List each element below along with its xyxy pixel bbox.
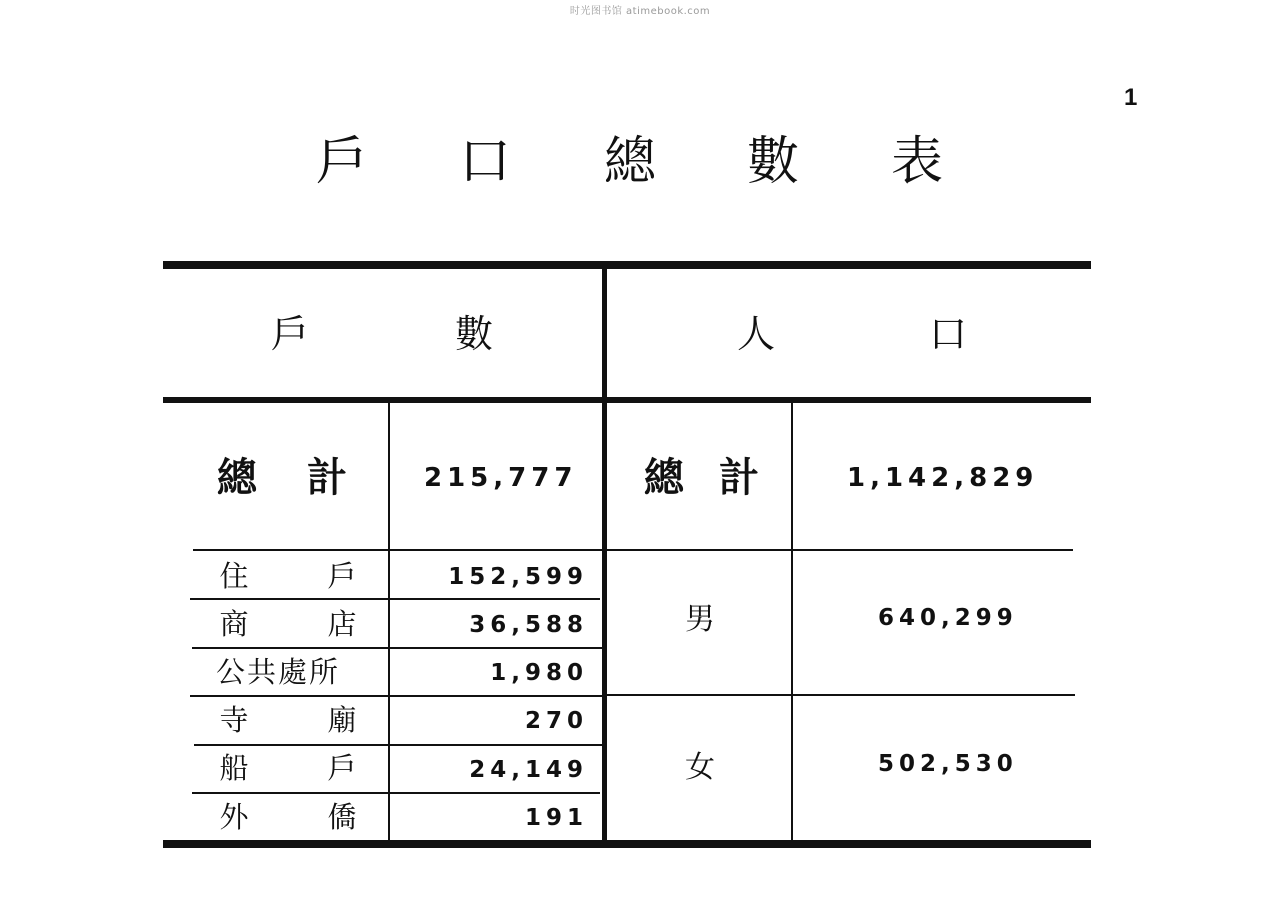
households-header-char: 戶: [270, 312, 309, 356]
row-value: 1,980: [490, 660, 588, 686]
row-label-char: 戶: [327, 751, 357, 785]
male-value: 640,299: [878, 605, 1018, 631]
male-label: 男: [685, 602, 715, 637]
population-column-divider: [791, 402, 793, 842]
table-top-rule: [163, 261, 1091, 269]
row-label-char: 住: [219, 559, 249, 593]
row-value: 270: [524, 708, 588, 734]
row-value: 191: [524, 805, 588, 831]
row-divider: [190, 695, 602, 697]
row-label: 公共處所: [216, 655, 341, 689]
row-divider: [607, 549, 1073, 551]
page-number: 1: [1124, 84, 1138, 111]
row-divider: [194, 744, 602, 746]
population-total-label-char: 總: [644, 454, 684, 501]
center-divider: [602, 266, 607, 844]
row-label-char: 廟: [327, 703, 357, 737]
households-header-char: 數: [454, 312, 493, 356]
female-label: 女: [685, 750, 715, 785]
title-char: 口: [458, 132, 511, 192]
female-value: 502,530: [878, 751, 1018, 777]
row-label-char: 船: [219, 751, 249, 785]
row-divider: [607, 694, 1075, 696]
households-column-divider: [388, 402, 390, 842]
households-total-label-char: 總: [217, 454, 257, 501]
population-header-char: 口: [928, 312, 967, 356]
population-total-value: 1,142,829: [847, 463, 1039, 493]
row-divider: [192, 647, 602, 649]
row-divider: [192, 792, 600, 794]
row-label-char: 僑: [327, 800, 357, 834]
table-bottom-rule: [163, 840, 1091, 848]
row-label-char: 店: [327, 607, 357, 641]
population-header-char: 人: [736, 312, 775, 356]
title-char: 數: [746, 132, 799, 192]
row-label-char: 寺: [219, 703, 249, 737]
population-total-label-char: 計: [719, 454, 759, 501]
households-total-label-char: 計: [307, 454, 347, 501]
row-value: 24,149: [469, 757, 588, 783]
row-divider: [190, 598, 600, 600]
row-value: 152,599: [448, 564, 588, 590]
row-label-char: 戶: [327, 559, 357, 593]
title-char: 表: [890, 132, 943, 192]
households-total-value: 215,777: [424, 463, 578, 493]
row-value: 36,588: [469, 612, 588, 638]
row-label-char: 商: [219, 607, 249, 641]
row-divider: [193, 549, 602, 551]
title-char: 總: [603, 132, 656, 192]
header-bottom-rule: [163, 397, 1091, 403]
title-char: 戶: [315, 132, 368, 192]
watermark: 时光图书馆 atimebook.com: [569, 6, 711, 17]
row-label-char: 外: [219, 800, 249, 834]
